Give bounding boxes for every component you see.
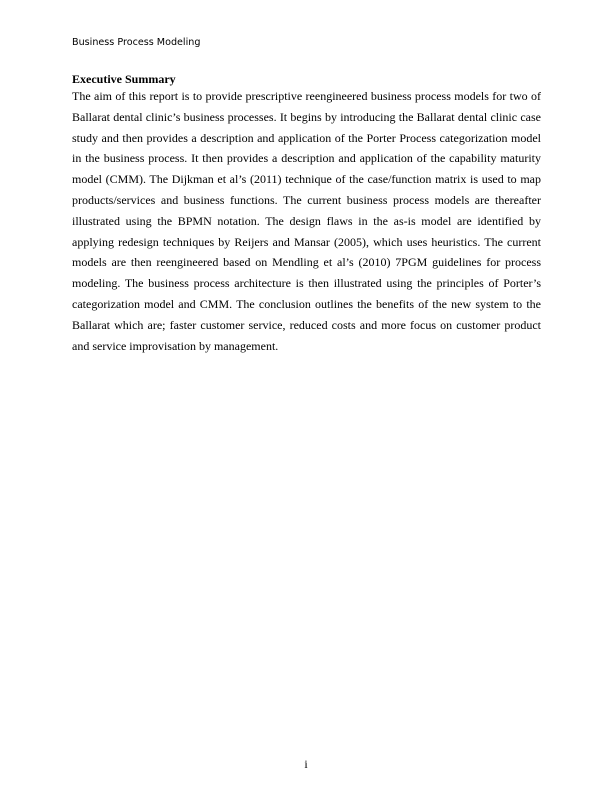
running-header: Business Process Modeling (72, 37, 201, 48)
executive-summary-section (72, 72, 541, 356)
section-heading: Executive Summary (72, 72, 176, 86)
section-body-paragraph: The aim of this report is to provide prescriptive reengineered business process models for two of Ballarat dental clinic’s business processes. It begins by introducing the Ballarat dental clinic case study and then provides a description and application of the Porter Process categorization model in the business process. It then provides a description and application of the capability maturity model (CMM). The Dijkman et al’s (2011) technique of the case/function matrix is used to map products/services and business functions. The current business process models are thereafter illustrated using the BPMN notation. The design flaws in the as-is model are identified by applying redesign techniques by Reijers and Mansar (2005), which uses heuristics. The current models are then reengineered based on Mendling et al’s (2010) 7PGM guidelines for process modeling. The business process architecture is then illustrated using the principles of Porter’s categorization model and CMM. The conclusion outlines the benefits of the new system to the Ballarat which are; faster customer service, reduced costs and more focus on customer product and service improvisation by management. (72, 89, 541, 353)
page-number: i (304, 757, 308, 771)
